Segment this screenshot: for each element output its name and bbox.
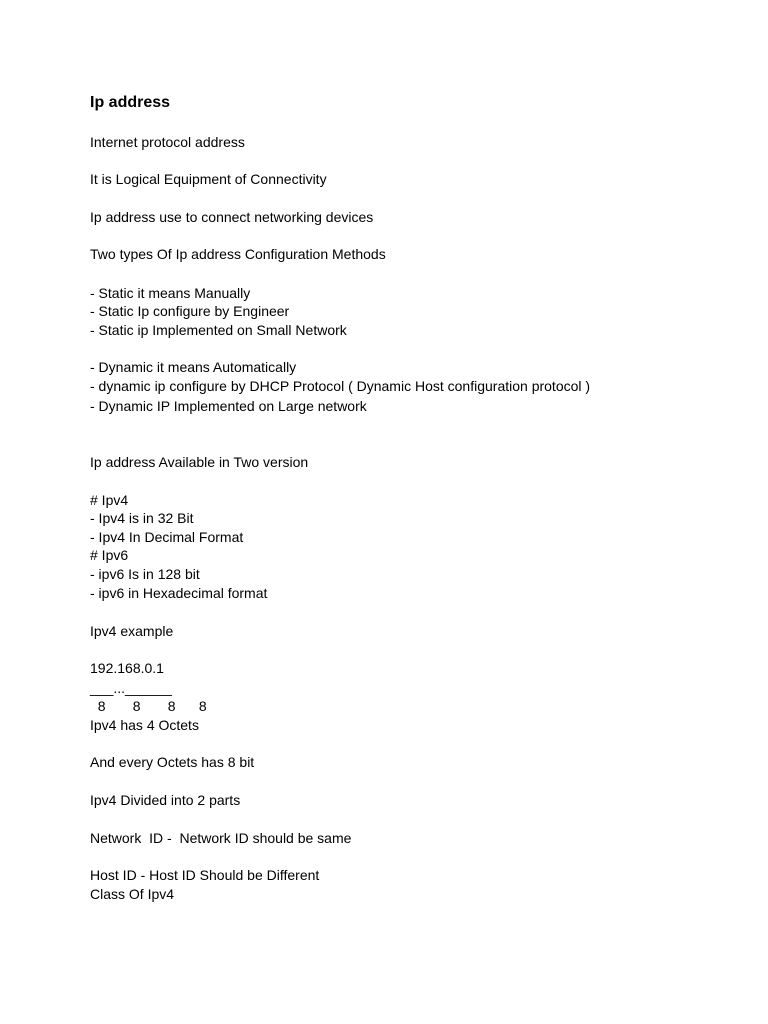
text-line: Class Of Ipv4 [90,886,175,902]
text-line: - Static it means Manually [90,285,251,301]
text-line: # Ipv6 [90,547,129,563]
text-line: Ip address use to connect networking devices [90,209,374,225]
text-line: - ipv6 Is in 128 bit [90,566,200,582]
text-line: 192.168.0.1 [90,660,164,676]
text-line: - Dynamic it means Automatically [90,359,297,375]
text-line: Ipv4 Divided into 2 parts [90,792,241,808]
text-line: - Static ip Implemented on Small Network [90,322,347,338]
text-line: Internet protocol address [90,134,245,150]
text-line: Host ID - Host ID Should be Different [90,867,320,883]
text-line: ___...______ [90,680,172,696]
text-line: - ipv6 in Hexadecimal format [90,585,268,601]
text-line: - Ipv4 In Decimal Format [90,529,244,545]
text-line: - Ipv4 is in 32 Bit [90,510,194,526]
text-line: Ipv4 example [90,623,174,639]
text-line: And every Octets has 8 bit [90,754,255,770]
text-line: It is Logical Equipment of Connectivity [90,171,327,187]
text-line: # Ipv4 [90,492,129,508]
text-line: Network ID - Network ID should be same [90,830,352,846]
text-line: - Static Ip configure by Engineer [90,303,290,319]
text-line: - Dynamic IP Implemented on Large network [90,398,367,414]
text-line: Two types Of Ip address Configuration Methods [90,246,386,262]
text-line: Ipv4 has 4 Octets [90,717,199,733]
text-line: - dynamic ip configure by DHCP Protocol ( Dynamic Host configuration protocol ) [90,378,591,394]
document-title: Ip address [90,94,171,111]
text-line: 8 8 8 8 [90,698,207,714]
text-line: Ip address Available in Two version [90,454,309,470]
